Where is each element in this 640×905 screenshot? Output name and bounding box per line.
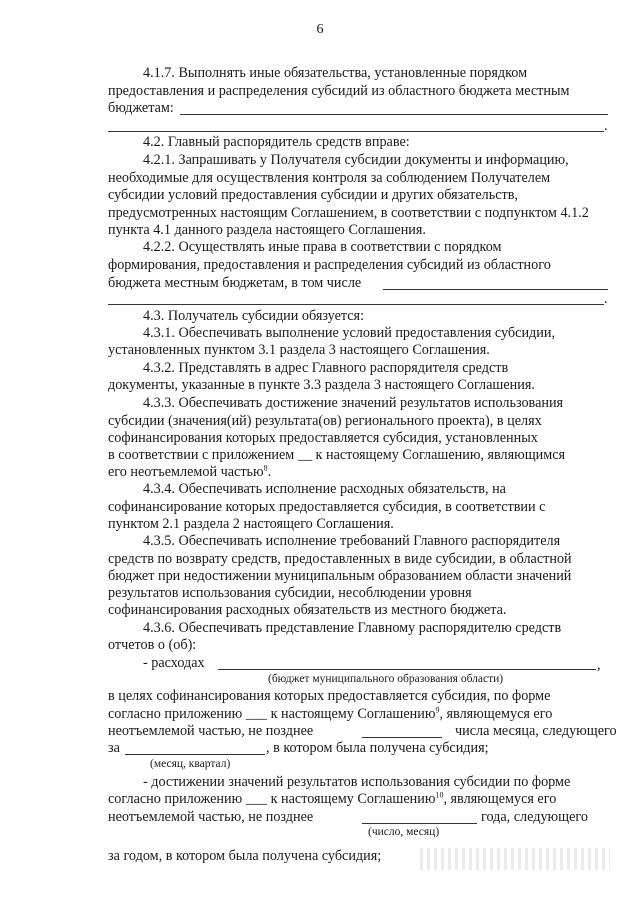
section-heading: 4.2. Главный распорядитель средств вправе: [143, 134, 410, 150]
text-line [108, 706, 552, 722]
text-line: бюджет при недостижении муниципальным образованием области значений [108, 568, 572, 584]
text-line: . [604, 118, 608, 134]
text-fragment: , являющемуся его [439, 706, 553, 722]
fill-line [125, 754, 265, 755]
text-line: - расходах [143, 655, 205, 671]
text-line: , в котором была получена субсидия; [266, 740, 489, 756]
text-fragment: согласно приложению ___ к настоящему Соглашению [108, 706, 436, 722]
text-line: установленных пунктом 3.1 раздела 3 настоящего Соглашения. [108, 342, 490, 358]
page-number: 6 [316, 22, 324, 37]
footnote-ref: 8 [263, 463, 268, 473]
fill-line [108, 131, 604, 132]
text-line [108, 791, 556, 807]
text-line: 4.3.2. Представлять в адрес Главного распорядителя средств [143, 360, 509, 376]
fill-line [362, 737, 442, 738]
text-line: предоставления и распределения субсидий из областного бюджета местным [108, 83, 570, 99]
fill-line [218, 669, 596, 670]
text-line: пунктом 2.1 раздела 2 настоящего Соглашения. [108, 516, 394, 532]
text-fragment: его неотъемлемой частью [108, 464, 264, 480]
text-line: 4.3.6. Обеспечивать представление Главному распорядителю средств [143, 620, 562, 636]
text-line: средств по возврату средств, предоставленных в виде субсидии, в областной [108, 551, 572, 567]
text-line: числа месяца, следующего [455, 723, 617, 739]
fill-line [362, 823, 477, 824]
fill-line [108, 304, 604, 305]
text-line: года, следующего [481, 809, 588, 825]
field-caption: (месяц, квартал) [150, 758, 231, 770]
text-fragment: . [267, 464, 272, 480]
text-line: необходимые для осуществления контроля за соблюдением Получателем [108, 170, 551, 186]
text-line: софинансирования расходных обязательств из местного бюджета. [108, 602, 507, 618]
text-line: в соответствии с приложением __ к настоящему Соглашению, являющимся [108, 447, 566, 463]
text-line: 4.1.7. Выполнять иные обязательства, установленные порядком [143, 65, 528, 81]
text-line: 4.3.4. Обеспечивать исполнение расходных обязательств, на [143, 481, 506, 497]
text-line: . [604, 291, 608, 307]
scan-artifact [420, 848, 610, 870]
text-line: 4.3.3. Обеспечивать достижение значений результатов использования [143, 395, 564, 411]
text-fragment: согласно приложению ___ к настоящему Соглашению [108, 791, 436, 807]
text-line: результатов использования субсидии, несоблюдении уровня [108, 585, 472, 601]
text-line: 4.2.1. Запрашивать у Получателя субсидии документы и информацию, [143, 152, 569, 168]
text-line: 4.2.2. Осуществлять иные права в соответствии с порядком [143, 239, 502, 255]
text-line: бюджета местным бюджетам, в том числе [108, 275, 362, 291]
text-line: 4.3.1. Обеспечивать выполнение условий предоставления субсидии, [143, 325, 555, 341]
text-line: за [108, 740, 120, 756]
field-caption: (число, месяц) [368, 826, 440, 838]
text-line: бюджетам: [108, 100, 174, 116]
text-line: софинансирования которых предоставляется субсидия, установленных [108, 430, 538, 446]
fill-line [383, 289, 608, 290]
text-line: документы, указанные в пункте 3.3 раздела 3 настоящего Соглашения. [108, 377, 535, 393]
text-fragment: , являющемуся его [443, 791, 557, 807]
text-line: в целях софинансирования которых предоставляется субсидия, по форме [108, 688, 551, 704]
text-line: формирования, предоставления и распределения субсидий из областного [108, 257, 551, 273]
footnote-ref: 10 [435, 790, 444, 800]
text-line: субсидии условий предоставления субсидии и других обязательств, [108, 187, 518, 203]
field-caption: (бюджет муниципального образования области) [268, 673, 504, 685]
text-line: пункта 4.1 данного раздела настоящего Соглашения. [108, 222, 426, 238]
text-line: субсидии (значения(ий) результата(ов) регионального проекта), в целях [108, 413, 542, 429]
text-line [108, 464, 271, 480]
text-line: 4.3.5. Обеспечивать исполнение требований Главного распорядителя [143, 533, 561, 549]
section-heading: 4.3. Получатель субсидии обязуется: [143, 308, 365, 324]
text-line: за годом, в котором была получена субсидия; [108, 848, 382, 864]
footnote-ref: 9 [435, 705, 440, 715]
text-line: , [597, 657, 601, 673]
text-line: отчетов о (об): [108, 637, 197, 653]
text-line: неотъемлемой частью, не позднее [108, 809, 314, 825]
text-line: предусмотренных настоящим Соглашением, в соответствии с подпунктом 4.1.2 [108, 205, 589, 221]
text-line: неотъемлемой частью, не позднее [108, 723, 314, 739]
fill-line [180, 114, 608, 115]
text-line: софинансирование которых предоставляется субсидия, в соответствии с [108, 499, 546, 515]
text-line: - достижении значений результатов использования субсидии по форме [143, 774, 571, 790]
